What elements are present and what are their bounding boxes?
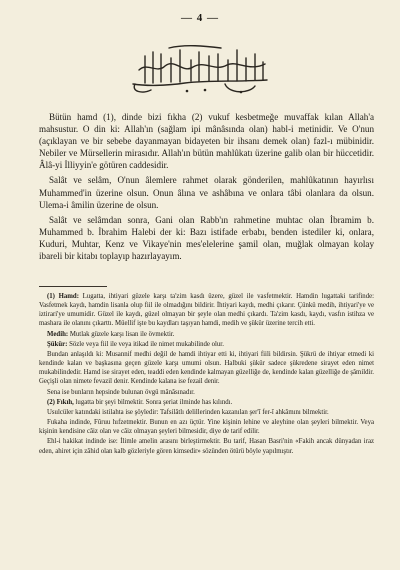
footnote — [39, 292, 374, 329]
footnote-lead: (1) Hamd: — [47, 293, 79, 300]
footnote — [39, 398, 374, 407]
basmala-calligraphy-icon — [125, 40, 275, 98]
footnote-lead: Şükür: — [47, 340, 68, 348]
paragraph: Salât ve selâm, O'nun âlemlere rahmet olarak gönderilen, mahlûkatının hayırlısı Muhammed'in üzerine olsun. Onun âlına ve ashâbına ve onlara tâbi olanlara da olsun. Ulema-i âmilin üzerine de olsun. — [39, 175, 374, 210]
footnote-lead: Medih: — [47, 330, 69, 338]
footnote-text: Usulcüler katındaki istilahta ise şöyledir: Tafsilâtlı delillerinden kazanılan şer'î fer-î ahkâmını bilmektir. — [47, 408, 329, 416]
main-text — [39, 111, 374, 265]
footnote-text: Bundan anlaşıldı ki: Musannif medhi değil de hamdi ihtiyar etti ki, ihtiyari fiili bildirsin. Şükrü de ihtiyar etmedi ki kendinde kalan ve başkasına geçen güzele karşı umumi olsun. Halbuki şükür sadece şükredene sirayet eden nimet mukabilindedir. Hamd ise sirayet eden, teaddi eden kendinde kalmayan güzelliğe de, kendinde kalan güzelliğe de şâmildir. Geçişli olan nimete fevazil denir. Kendinde kalana ise fezail denir. — [39, 350, 374, 386]
footnote — [39, 437, 374, 455]
footnote — [39, 340, 374, 349]
footnote-text: Lugatta, ihtiyari güzele karşı ta'zim kasdı üzere, güzel ile vasfetmektir. Hamdin lugattaki tarifinde: Vasfetmek kaydı, hamdin lisanla olup fiil ile olmadığını bildirir. İhtiyari kaydı, medhi çıkarır. Çünkü medih, ihtiyari'ye ve iztirari'ye umumidir. Güzel ile kaydı, güzel olmayan bir şeyle olan medhi çıkardı. Ta'zim kasdı, kaydı, vasfın istihza ve mashara ile olanını çıkarttı. Müellif işte bu kaydları taşıyan hamdi, medih ve şükür üzerine tercih etti. — [39, 293, 375, 328]
footnote-text: Sena ise bunların hepsinde bulunan övgü mânâsınadır. — [47, 388, 195, 396]
footnote-text: Mutlak güzele karşı lisan ile övmektir. — [69, 330, 175, 338]
footnote — [39, 408, 374, 417]
footnote-divider — [39, 286, 107, 287]
footnote — [39, 350, 374, 387]
footnote-text: Fukaha indinde, Fûruu hıfzetmektir. Bunun en azı üçtür. Yine kişinin lehine ve aleyhine olan şeyleri bilmektir. Veya kişinin kendisine câiz olan ve câiz olmayan şeyleri bilmesidir, diye de tarif edilir. — [39, 419, 374, 436]
paragraph: Bütün hamd (1), dinde bizi fıkha (2) vukuf kesbetmeğe muvaffak kılan Allah'a mahsustur. O din ki: Allah'ın (sağlam ipi mânâsında olan) habl-i metinidir. Ve O'nun (açıklayan ve bir sebebe dayanmayan bidayeten bir ihsanı demek olan) fazl-ı mübinidir. Nebiler ve Mürsellerin mirasıdır. Allah'ın bütün mahlûkatı üzerine galib olan bir hüccetidir. Âlâ-yi İlliyyin'e götüren caddesidir. — [39, 112, 374, 171]
footnote-text: lugatta bir şeyi bilmektir. Sonra şeriat ilminde has kılındı. — [75, 398, 233, 406]
paragraph: Salât ve selâmdan sonra, Gani olan Rabb'ın rahmetine muhtac olan İbramim b. Muhammed b. İbrahim Halebi der ki: Bazı istifade erbabı, benden istediler ki, onlara, Kuduri, Muhtar, Kenz ve Vikaye'nin mes'elelerine şamil olan, muğlak olmayan kolay ibareli bir kitabı toplayıp hazırlayayım. — [39, 214, 374, 262]
footnotes — [39, 292, 374, 457]
footnote-lead: (2) Fıkıh, — [47, 398, 74, 406]
footnote — [39, 388, 374, 397]
footnote-text: Sözle veya fiil ile veya itikad ile nimet mukabilinde olur. — [69, 340, 224, 348]
footnote — [39, 330, 374, 339]
page-number: — 4 — — [181, 12, 219, 24]
footnote-text: Ehl-i hakikat indinde ise: İlimle amelin arasını birleştirmektir. Bu tarif, Hasan Basri'nin «Fakih ancak dünyadan iraz eden, ahiret için zâhid olan kalb gözleriyle gören kimsedir» sözünden ötürü böyle yapılmıştır. — [39, 438, 374, 455]
footnote — [39, 418, 374, 436]
